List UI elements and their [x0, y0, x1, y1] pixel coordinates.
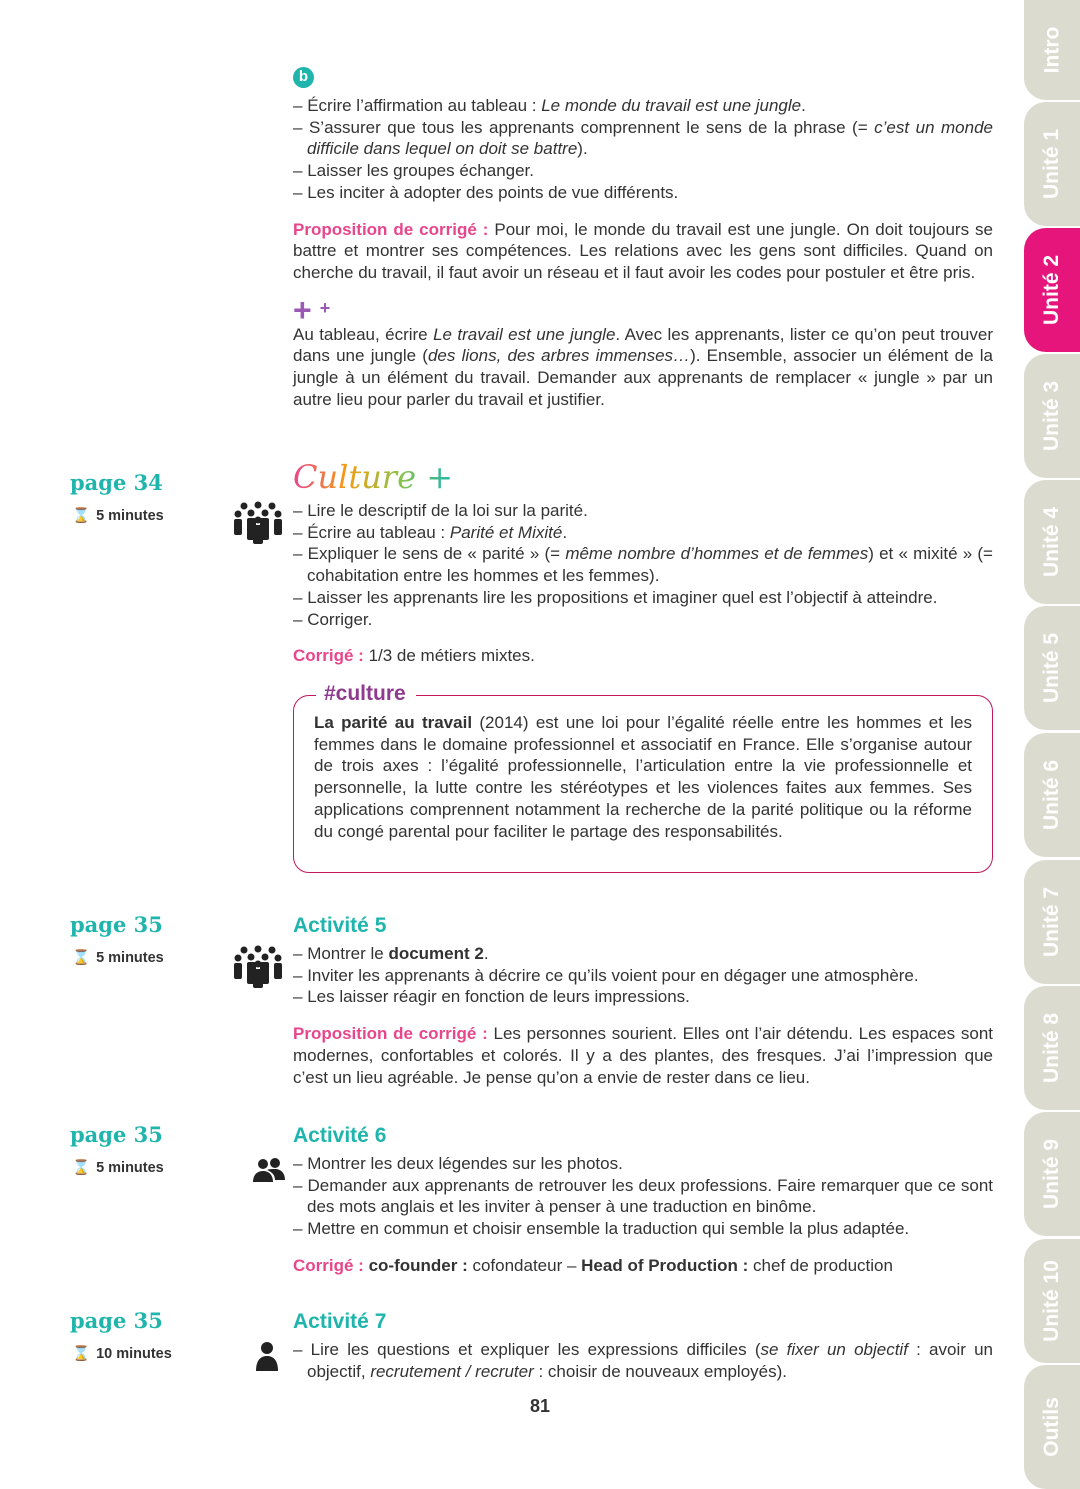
list-item: – Écrire au tableau : Parité et Mixité.	[293, 522, 993, 544]
answer-label: Corrigé :	[293, 646, 364, 666]
tab-unit-4[interactable]	[1024, 480, 1080, 604]
plus-icon: + +	[293, 291, 331, 328]
page-ref: page 35	[70, 912, 163, 937]
instruction-list: – Lire les questions et expliquer les expressions difficiles (se fixer un objectif : avoir un objectif, recrutement / recruter : choisir de nouveaux employés).	[293, 1339, 993, 1382]
hourglass-icon: ⌛	[72, 1346, 91, 1362]
group-icon	[234, 500, 282, 544]
tab-label: Unité 4	[1040, 506, 1064, 578]
tab-label: Unité 10	[1040, 1260, 1064, 1342]
tab-label: Unité 5	[1040, 632, 1064, 704]
page-ref: page 35	[70, 1308, 163, 1333]
tab-unit-5[interactable]	[1024, 606, 1080, 730]
instruction-list	[293, 95, 993, 204]
page-number: 81	[529, 1396, 551, 1416]
duration: ⌛ 5 minutes	[72, 508, 164, 524]
list-item: – Les inciter à adopter des points de vue différents.	[293, 182, 993, 204]
single-person-icon	[256, 1341, 278, 1371]
tab-unit-3[interactable]	[1024, 354, 1080, 478]
page-ref: page 35	[70, 1122, 163, 1147]
tab-unit-2[interactable]	[1024, 228, 1080, 352]
culture-section	[293, 500, 993, 667]
culture-plus-logo: Culture +	[293, 458, 454, 496]
duration: ⌛ 5 minutes	[72, 1160, 164, 1176]
section-b	[293, 95, 993, 410]
hourglass-icon: ⌛	[72, 508, 91, 524]
pair-icon	[253, 1158, 285, 1184]
duration: ⌛ 5 minutes	[72, 950, 164, 966]
answer-label: Proposition de corrigé :	[293, 219, 489, 239]
list-item: – Expliquer le sens de « parité » (= même nombre d’hommes et de femmes) et « mixité » (= cohabitation entre les hommes et les femmes).	[293, 543, 993, 586]
tab-unit-1[interactable]	[1024, 102, 1080, 226]
activity-title: Activité 7	[293, 1310, 387, 1333]
list-item: – S’assurer que tous les apprenants comprennent le sens de la phrase (= c’est un monde difficile dans lequel on doit se battre).	[293, 117, 993, 160]
activity-5: Activité 5 – Montrer le document 2. – Inviter les apprenants à décrire ce qu’ils voient pour en dégager une atmosphère. – Les laisser réagir en fonction de leurs impressions. Proposition de corrigé : Les personnes sourient. Elles ont l’air détendu. Les espaces sont modernes, confortables et colorés. Il y a des plantes, des fresques. J’ai l’impression que c’est un lieu agréable. Je pense qu’on a envie de rester dans ce lieu.	[293, 913, 993, 1088]
activity-6: Activité 6 – Montrer les deux légendes sur les photos. – Demander aux apprenants de retrouver les deux professions. Faire remarquer que ce sont des mots anglais et les inviter à penser à une traduction en binôme. – Mettre en commun et choisir ensemble la traduction qui semble la plus adaptée. Corrigé : co-founder : cofondateur – Head of Production : chef de production	[293, 1123, 993, 1277]
tab-label: Unité 2	[1040, 254, 1064, 326]
box-title: #culture	[316, 683, 416, 705]
activity-7	[293, 1309, 993, 1382]
tab-label: Unité 6	[1040, 759, 1064, 831]
tab-unit-6[interactable]	[1024, 733, 1080, 857]
instruction-list: – Montrer les deux légendes sur les photos. – Demander aux apprenants de retrouver les deux professions. Faire remarquer que ce sont des mots anglais et les inviter à penser à une traduction en binôme. – Mettre en commun et choisir ensemble la traduction qui semble la plus adaptée.	[293, 1153, 993, 1240]
answer-paragraph	[293, 219, 993, 284]
answer-text: Pour moi, le monde du travail est une jungle. On doit toujours se battre et montrer ses compétences. Les relations avec les gens sont difficiles. Quand on cherche du travail, il faut avoir un réseau et il faut avoir les codes pour postuler et être pris.	[293, 219, 993, 282]
instruction-list: – Montrer le document 2. – Inviter les apprenants à décrire ce qu’ils voient pour en dégager une atmosphère. – Les laisser réagir en fonction de leurs impressions.	[293, 943, 993, 1008]
list-item: – Corriger.	[293, 609, 993, 631]
list-item: – Lire le descriptif de la loi sur la parité.	[293, 500, 993, 522]
page-ref: page 34	[70, 470, 163, 495]
list-item: – Laisser les groupes échanger.	[293, 160, 993, 182]
answer-text: 1/3 de métiers mixtes.	[363, 646, 535, 666]
activity-title: Activité 5	[293, 914, 387, 937]
tab-outils[interactable]	[1024, 1365, 1080, 1489]
tab-label: Intro	[1040, 26, 1063, 74]
tab-unit-9[interactable]	[1024, 1112, 1080, 1236]
section-b-badge: b	[293, 67, 314, 88]
instruction-list	[293, 500, 993, 630]
tab-label: Unité 1	[1040, 128, 1064, 200]
tab-unit-7[interactable]	[1024, 860, 1080, 984]
tab-label: Unité 7	[1040, 886, 1064, 958]
extension-paragraph: Au tableau, écrire Le travail est une jungle. Avec les apprenants, lister ce qu’on peut trouver dans une jungle (des lions, des arbres immenses…). Ensemble, associer un élément de la jungle à un élément du travail. Demander aux apprenants de remplacer « jungle » par un autre lieu pour parler du travail et justifier.	[293, 324, 994, 409]
tab-label: Unité 9	[1040, 1138, 1064, 1210]
tab-intro[interactable]	[1024, 0, 1080, 100]
list-item: – Laisser les apprenants lire les propositions et imaginer quel est l’objectif à atteindre.	[293, 587, 993, 609]
list-item: – Écrire l’affirmation au tableau : Le monde du travail est une jungle.	[293, 95, 993, 117]
tab-label: Unité 8	[1040, 1012, 1064, 1084]
hourglass-icon: ⌛	[72, 1160, 91, 1176]
duration: ⌛ 10 minutes	[72, 1346, 172, 1362]
culture-info-box: #culture La parité au travail (2014) est une loi pour l’égalité réelle entre les hommes et les femmes dans le domaine professionnel et associatif en France. Elle s’organise autour de trois axes : l’égalité professionnelle, l’articulation entre la vie professionnelle et personnelle, la lutte contre les stéréotypes et les violences faites aux femmes. Ses applications comprennent notamment la recherche de la parité politique ou la réforme du congé parental pour faciliter le partage des responsabilités.	[293, 695, 993, 873]
hourglass-icon: ⌛	[72, 950, 91, 966]
tab-label: Outils	[1040, 1397, 1064, 1457]
tab-unit-8[interactable]	[1024, 986, 1080, 1110]
tab-unit-10[interactable]	[1024, 1239, 1080, 1363]
group-icon	[234, 944, 282, 988]
tab-label: Unité 3	[1040, 380, 1064, 452]
activity-title: Activité 6	[293, 1124, 387, 1147]
